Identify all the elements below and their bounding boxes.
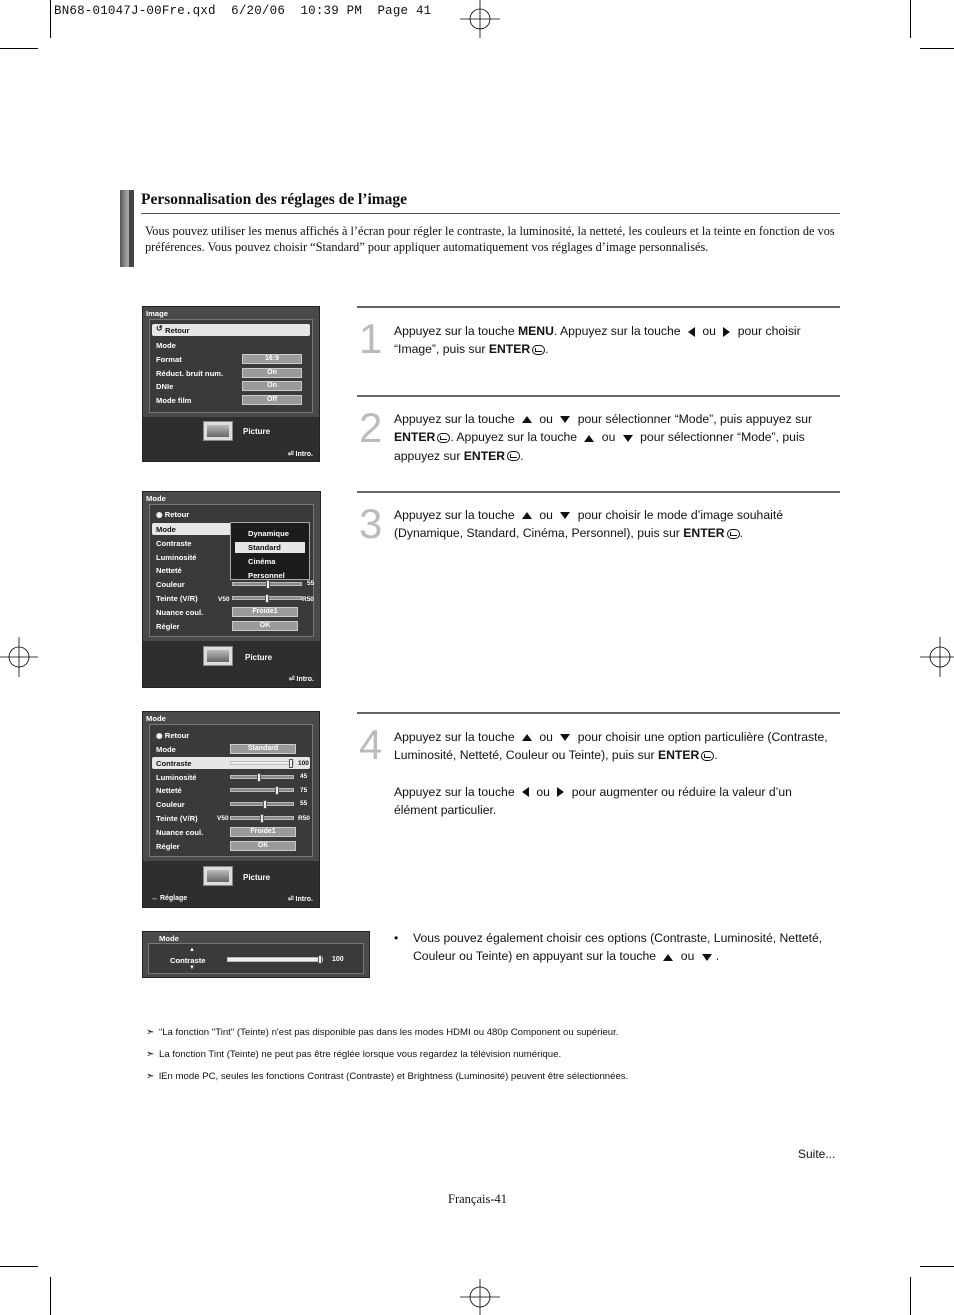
osd-row: Contraste (156, 539, 192, 548)
osd-body (148, 943, 364, 974)
slider-knob (265, 594, 269, 603)
osd-footer-label: Picture (243, 427, 271, 436)
down-arrow-icon (702, 954, 712, 961)
page-number: Français-41 (448, 1192, 508, 1206)
step-text-part: pour choisir “Image”, puis sur (394, 324, 801, 357)
down-arrow-icon: ▼ (189, 965, 195, 971)
osd-slider-value: 75 (300, 787, 308, 794)
step-text-part: . Appuyez sur la touche (450, 430, 581, 445)
up-arrow-icon (584, 435, 594, 442)
osd-row: Netteté (156, 786, 182, 795)
enter-icon (701, 751, 714, 761)
osd-retour-label: Retour (164, 510, 190, 519)
osd-contraste-bar (142, 931, 370, 978)
enter-key: ENTER (488, 342, 531, 357)
crop-mark (920, 1266, 954, 1267)
osd-tint-left: V50 (218, 596, 230, 603)
up-arrow-icon (522, 512, 532, 519)
bullet-text-part: Vous pouvez également choisir ces options (Contraste, Luminosité, Netteté, Couleur ou Teinte) en appuyant sur la touche (413, 931, 823, 964)
osd-footer-label: Picture (245, 653, 273, 662)
slider-knob (263, 800, 267, 809)
note-arrow-icon: ➣ (146, 1049, 155, 1060)
step-text-part: ou (535, 508, 557, 522)
osd-intro-label: Intro. (295, 896, 313, 903)
slider-knob (318, 955, 322, 964)
step-text-part: Appuyez sur la touche (394, 784, 518, 799)
step-text-part: . (545, 342, 549, 357)
step-text-part: Appuyez sur la touche (394, 324, 518, 338)
osd-retour-label: Retour (165, 326, 190, 335)
arrows-icon: ↔ (151, 895, 160, 902)
osd-contraste-label: Contraste (170, 956, 206, 965)
step-text-part: . (714, 748, 718, 763)
step-4-text (394, 728, 834, 819)
crop-mark (0, 1266, 38, 1267)
step-text-part: pour augmenter ou réduire la valeur d’un élément particulier. (394, 784, 792, 817)
enter-key: ENTER (683, 526, 725, 541)
enter-icon: ⏎ (287, 896, 296, 903)
osd-slider-contraste (230, 761, 294, 765)
osd-footer-label: Picture (243, 873, 271, 882)
up-arrow-icon (522, 416, 532, 423)
registration-mark-icon (0, 637, 40, 677)
osd-row: Couleur (156, 800, 185, 809)
tv-icon (203, 646, 233, 666)
osd-value: Froide1 (230, 827, 296, 837)
enter-icon: ⏎ (287, 451, 296, 458)
osd-footer (143, 417, 319, 461)
osd-row: Régler (156, 842, 180, 851)
osd-row: Réduct. bruit num. (156, 369, 224, 378)
note-item (146, 1049, 561, 1060)
osd-value: On (242, 381, 302, 391)
step-rule (357, 491, 840, 493)
note-text: La fonction Tint (Teinte) ne peut pas être réglée lorsque vous regardez la télévision numérique. (159, 1049, 562, 1060)
dropdown-option: Cinéma (248, 557, 276, 566)
osd-row: Format (156, 355, 182, 364)
osd-reglage (151, 895, 187, 902)
osd-tint-right: R50 (302, 596, 314, 603)
osd-slider-contraste (227, 957, 323, 962)
up-arrow-icon (663, 954, 673, 961)
note-item (146, 1071, 628, 1082)
osd-row: Mode (156, 745, 176, 754)
slider-knob (275, 786, 279, 795)
osd-intro-label: Intro. (295, 451, 313, 458)
osd-image-menu (142, 306, 320, 462)
osd-tint-right: R50 (298, 815, 310, 822)
osd-slider-nettete (230, 788, 294, 792)
step-text-part: ou (698, 324, 720, 338)
down-arrow-icon (560, 734, 570, 741)
osd-slider (232, 582, 302, 586)
tv-icon (203, 866, 233, 886)
note-text: “La fonction "Tint" (Teinte) n'est pas disponible pas dans les modes HDMI ou 480p Component ou supérieur. (159, 1027, 619, 1038)
osd-intro-label: Intro. (296, 676, 314, 683)
back-icon: ↺ (156, 324, 163, 333)
left-arrow-icon (522, 787, 529, 797)
down-arrow-icon (623, 435, 633, 442)
osd-slider-couleur (230, 802, 294, 806)
slider-knob (289, 759, 293, 768)
slider-fill (231, 762, 289, 764)
enter-key: ENTER (394, 430, 436, 445)
step-text-part: pour sélectionner “Mode”, puis appuyez sur (574, 412, 813, 426)
note-text: lEn mode PC, seules les fonctions Contrast (Contraste) et Brightness (Luminosité) peuvent être sélectionnées. (159, 1071, 629, 1082)
osd-row: Teinte (V/R) (156, 814, 198, 823)
osd-row: Mode (156, 341, 176, 350)
slider-knob (260, 814, 264, 823)
osd-mode-dropdown (230, 522, 310, 580)
dropdown-option: Dynamique (248, 529, 289, 538)
osd-slider-value: 55 (307, 580, 315, 587)
enter-icon: ⏎ (288, 676, 297, 683)
enter-icon (727, 529, 740, 539)
osd-retour (156, 510, 189, 519)
note-arrow-icon: ➣ (146, 1071, 155, 1082)
dropdown-option: Personnel (248, 571, 285, 580)
step-text-part: . Appuyez sur la touche (553, 324, 684, 338)
osd-intro (288, 450, 313, 458)
osd-row: Mode film (156, 396, 192, 405)
crop-mark (910, 1277, 911, 1315)
osd-body (149, 724, 313, 857)
osd-row: Luminosité (156, 553, 197, 562)
osd-row: Couleur (156, 580, 185, 589)
crop-mark (0, 48, 38, 49)
osd-value: On (242, 368, 302, 378)
osd-slider-value: 100 (332, 956, 344, 963)
note-item (146, 1027, 618, 1038)
osd-footer (143, 861, 319, 907)
osd-reglage-label: Réglage (159, 895, 188, 902)
bullet-mark: • (394, 931, 399, 945)
step-text-part: Appuyez sur la touche (394, 508, 518, 522)
osd-value: Off (242, 395, 302, 405)
right-arrow-icon (723, 327, 730, 337)
osd-row: Luminosité (156, 773, 197, 782)
bullet-note (394, 929, 834, 966)
step-2-text (394, 410, 834, 465)
osd-slider-luminosite (230, 775, 294, 779)
osd-row: Nuance coul. (156, 608, 204, 617)
osd-retour (152, 324, 310, 336)
osd-mode-sliders (142, 711, 320, 908)
enter-key: ENTER (657, 748, 700, 763)
enter-key: ENTER (463, 448, 506, 463)
back-icon: ◉ (156, 510, 165, 519)
osd-header: Mode (146, 714, 166, 723)
registration-mark-icon (914, 637, 954, 677)
section-intro: Vous pouvez utiliser les menus affichés à l’écran pour régler le contraste, la luminosité, la netteté, les couleurs et la teinte en fonction de vos préférences. Vous pouvez choisir “Standard” pour appliquer automatiquement vos réglages d’image personnalisés. (145, 224, 835, 254)
back-icon: ◉ (156, 731, 165, 740)
registration-mark-icon (460, 0, 500, 40)
step-text-part: Appuyez sur la touche (394, 730, 518, 744)
step-text-part: ou (532, 784, 554, 799)
continued-label: Suite... (798, 1147, 836, 1161)
osd-intro (288, 895, 313, 903)
osd-row: Netteté (156, 566, 182, 575)
osd-value: OK (232, 621, 298, 631)
title-rule (141, 213, 840, 214)
osd-row: Régler (156, 622, 180, 631)
osd-slider-teinte (230, 816, 294, 820)
osd-mode-popup (142, 491, 321, 688)
osd-retour (156, 731, 189, 740)
step-number: 1 (359, 315, 383, 362)
crop-mark (920, 48, 954, 49)
section-title: Personnalisation des réglages de l’image (141, 191, 408, 208)
osd-row: Teinte (V/R) (156, 594, 198, 603)
crop-mark (50, 0, 51, 38)
step-rule (357, 395, 840, 397)
step-text-part: . (739, 526, 743, 541)
step-number: 4 (359, 721, 383, 768)
crop-mark (910, 0, 911, 38)
step-number: 2 (359, 404, 383, 451)
step-number: 3 (359, 500, 383, 547)
menu-key: MENU (517, 324, 554, 338)
step-text-part: . (520, 448, 524, 463)
step-text-part: Appuyez sur la touche (394, 412, 518, 426)
osd-tint-left: V50 (217, 815, 229, 822)
osd-header: Image (146, 309, 168, 318)
slider-knob (266, 580, 270, 589)
osd-value: Froide1 (232, 607, 298, 617)
osd-value: OK (230, 841, 296, 851)
osd-value: 16:9 (242, 354, 302, 364)
osd-value: Standard (230, 744, 296, 754)
osd-body (149, 504, 314, 637)
crop-mark (50, 1277, 51, 1315)
osd-intro (289, 675, 314, 683)
dropdown-option-selected: Standard (235, 542, 305, 553)
osd-row: Contraste (156, 759, 192, 768)
down-arrow-icon (560, 416, 570, 423)
osd-slider-value: 55 (300, 800, 308, 807)
step-text-part: ou (535, 412, 557, 426)
left-arrow-icon (688, 327, 695, 337)
step-4-second-paragraph (394, 783, 834, 820)
osd-row: DNIe (156, 382, 174, 391)
right-arrow-icon (557, 787, 564, 797)
enter-icon (437, 433, 450, 443)
osd-slider (232, 596, 302, 600)
step-rule (357, 712, 840, 714)
registration-mark-icon (460, 1277, 500, 1315)
note-arrow-icon: ➣ (146, 1027, 155, 1038)
enter-icon (507, 451, 520, 461)
osd-slider-value: 45 (300, 773, 308, 780)
enter-icon (532, 345, 545, 355)
print-header: BN68-01047J-00Fre.qxd 6/20/06 10:39 PM Page 41 (54, 4, 432, 18)
osd-row: Mode (156, 525, 176, 534)
up-arrow-icon (522, 734, 532, 741)
step-text-part: ou (598, 430, 619, 445)
step-text-part: ou (535, 730, 557, 744)
slider-fill (228, 958, 318, 961)
bullet-text (413, 929, 834, 966)
up-arrow-icon: ▲ (189, 947, 195, 953)
osd-footer (143, 641, 320, 687)
step-3-text (394, 506, 834, 543)
down-arrow-icon (560, 512, 570, 519)
bullet-text-part: ou (677, 949, 698, 964)
slider-knob (257, 773, 261, 782)
osd-slider-value: 100 (298, 760, 309, 767)
section-title-bar (120, 190, 134, 267)
osd-row: Nuance coul. (156, 828, 204, 837)
step-text-part: pour choisir une option particulière (Contraste, Luminosité, Netteté, Couleur ou Teinte), puis sur (394, 730, 828, 763)
osd-header: Mode (159, 934, 179, 943)
osd-header: Mode (146, 494, 166, 503)
osd-retour-label: Retour (164, 731, 190, 740)
step-text-part: pour sélectionner “Mode”, puis appuyez sur (394, 430, 805, 463)
tv-icon (203, 421, 233, 441)
step-rule (357, 306, 840, 308)
bullet-text-part: . (715, 949, 720, 964)
step-text-part: pour choisir le mode d’image souhaité (Dynamique, Standard, Cinéma, Personnel), puis sur (394, 508, 783, 541)
osd-body (149, 319, 313, 413)
step-1-text (394, 322, 834, 359)
